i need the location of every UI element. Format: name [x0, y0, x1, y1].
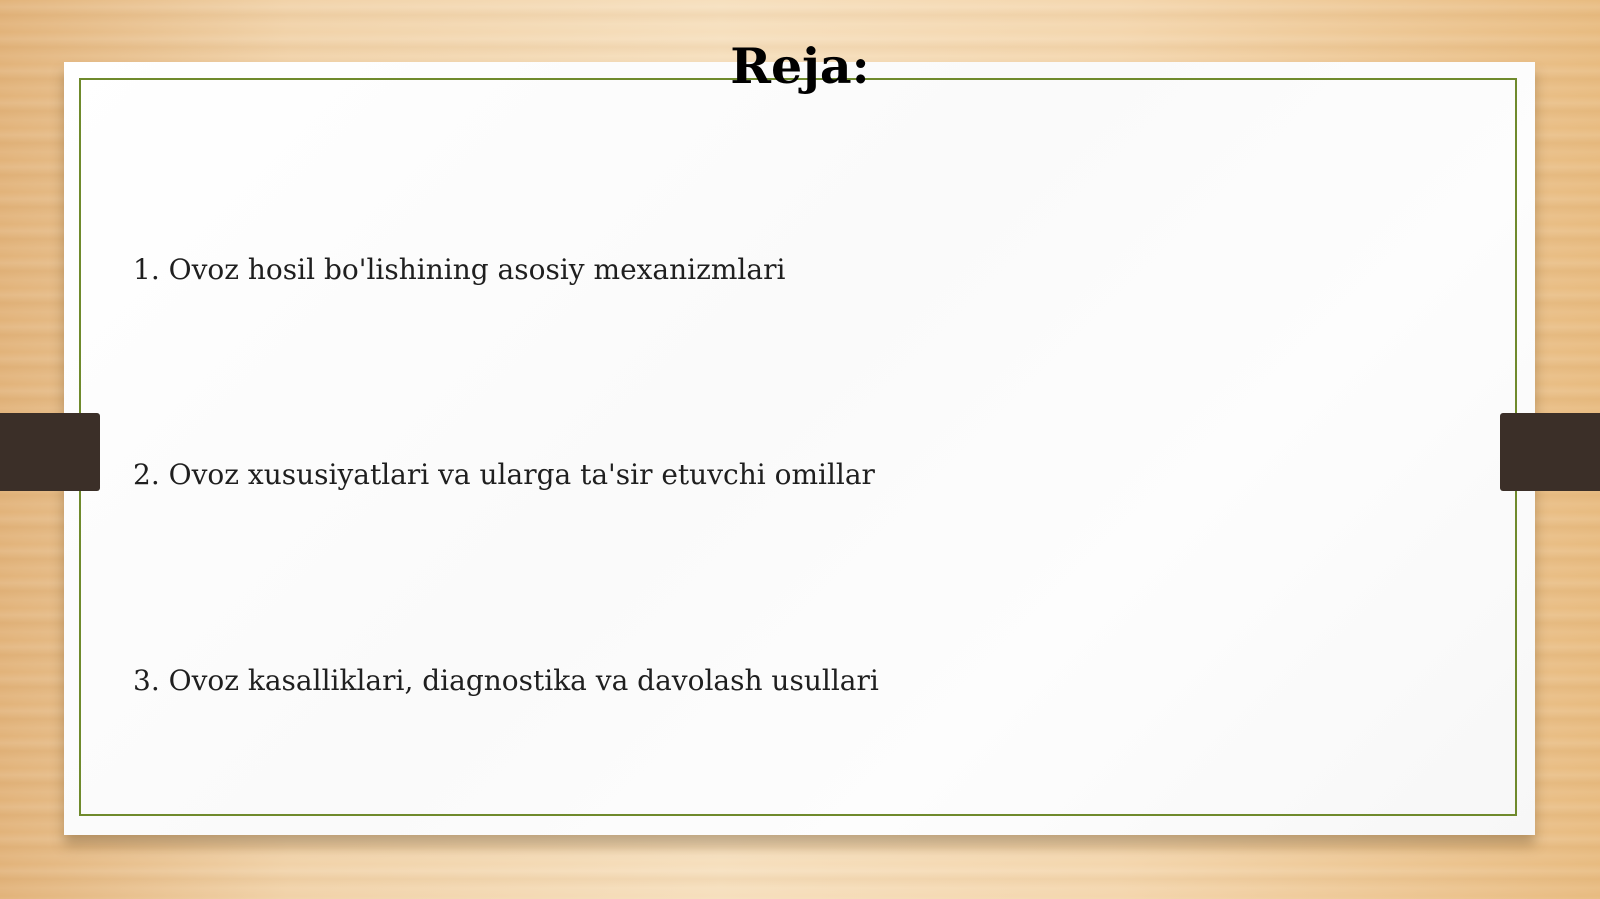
slide-frame-border	[79, 78, 1517, 816]
plan-item-3: 3. Ovoz kasalliklari, diagnostika va davolash usullari	[133, 664, 879, 697]
slide-board	[64, 62, 1535, 835]
plan-item-2: 2. Ovoz xususiyatlari va ularga ta'sir etuvchi omillar	[133, 458, 875, 491]
left-binder-clip	[0, 413, 100, 491]
right-binder-clip	[1500, 413, 1600, 491]
slide-title: Reja:	[730, 37, 870, 95]
plan-item-1: 1. Ovoz hosil bo'lishining asosiy mexanizmlari	[133, 253, 786, 286]
